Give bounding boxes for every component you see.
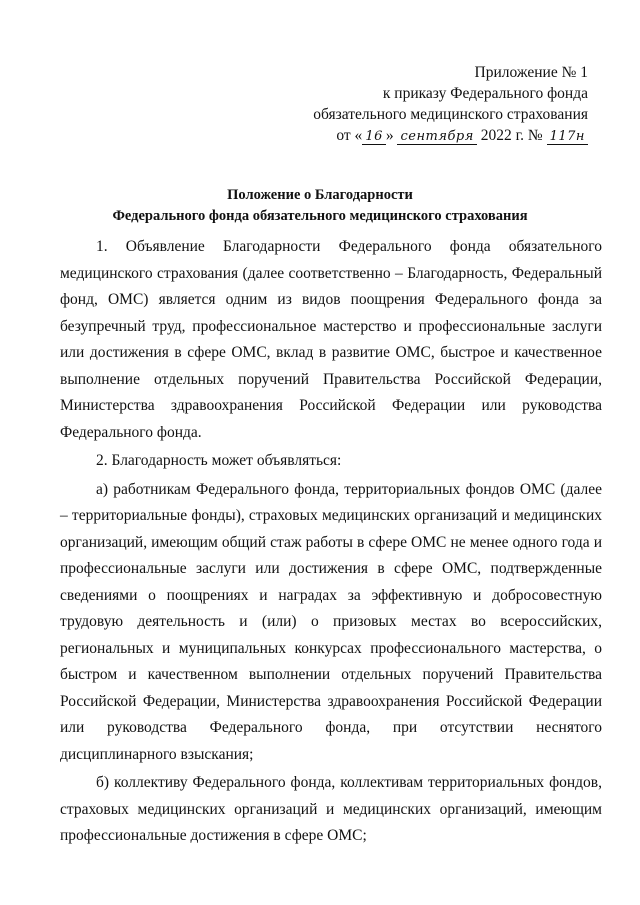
date-prefix: от « (336, 127, 363, 144)
paragraph-2b: б) коллективу Федерального фонда, коллективам территориальных фондов, страховых медицинских организаций и медицинских организаций, имеющим профессиональные достижения в сфере ОМС; (60, 774, 602, 844)
title-line-2: Федерального фонда обязательного медицинского страхования (112, 208, 528, 224)
annex-date-line (313, 125, 588, 147)
title-line-1: Положение о Благодарности (227, 187, 413, 203)
paragraph-2: 2. Благодарность может объявляться: (96, 452, 342, 469)
document-title (0, 185, 640, 227)
year-text: 2022 г. № (480, 127, 543, 144)
document-body (60, 234, 602, 852)
annex-fund-name: обязательного медицинского страхования (313, 106, 588, 123)
annex-header (313, 62, 588, 147)
annex-number: Приложение № 1 (474, 64, 588, 81)
annex-order-ref: к приказу Федерального фонда (382, 85, 588, 102)
handwritten-number: 117н (547, 129, 588, 145)
paragraph-2a: а) работникам Федерального фонда, территориальных фондов ОМС (далее – территориальные фонды), страховых медицинских организаций и медицинских организаций, имеющим общий стаж работы в сфере ОМС не менее одного года и профессиональные заслуги или достижения в сфере ОМС, подтвержденные сведениями о поощрениях и наградах за эффективную и добросовестную трудовую деятельность и (или) о призовых местах во всероссийских, региональных и муниципальных конкурсах профессионального мастерства, о быстром и качественном выполнении отдельных поручений Правительства Российской Федерации, Министерства здравоохранения Российской Федерации или руководства Федерального фонда, при отсутствии неснятого дисциплинарного взыскания; (60, 480, 602, 763)
paragraph-1: 1. Объявление Благодарности Федерального фонда обязательного медицинского страхования (далее соответственно – Благодарность, Федеральный фонд, ОМС) является одним из видов поощрения Федерального фонда за безупречный труд, профессиональное мастерство и профессиональные заслуги или достижения в сфере ОМС, вклад в развитие ОМС, быстрое и качественное выполнение отдельных поручений Правительства Российской Федерации, Министерства здравоохранения Российской Федерации или руководства Федерального фонда. (60, 238, 602, 441)
handwritten-month: сентября (397, 129, 476, 145)
date-mid: » (385, 127, 394, 144)
handwritten-day: 16 (362, 129, 386, 145)
